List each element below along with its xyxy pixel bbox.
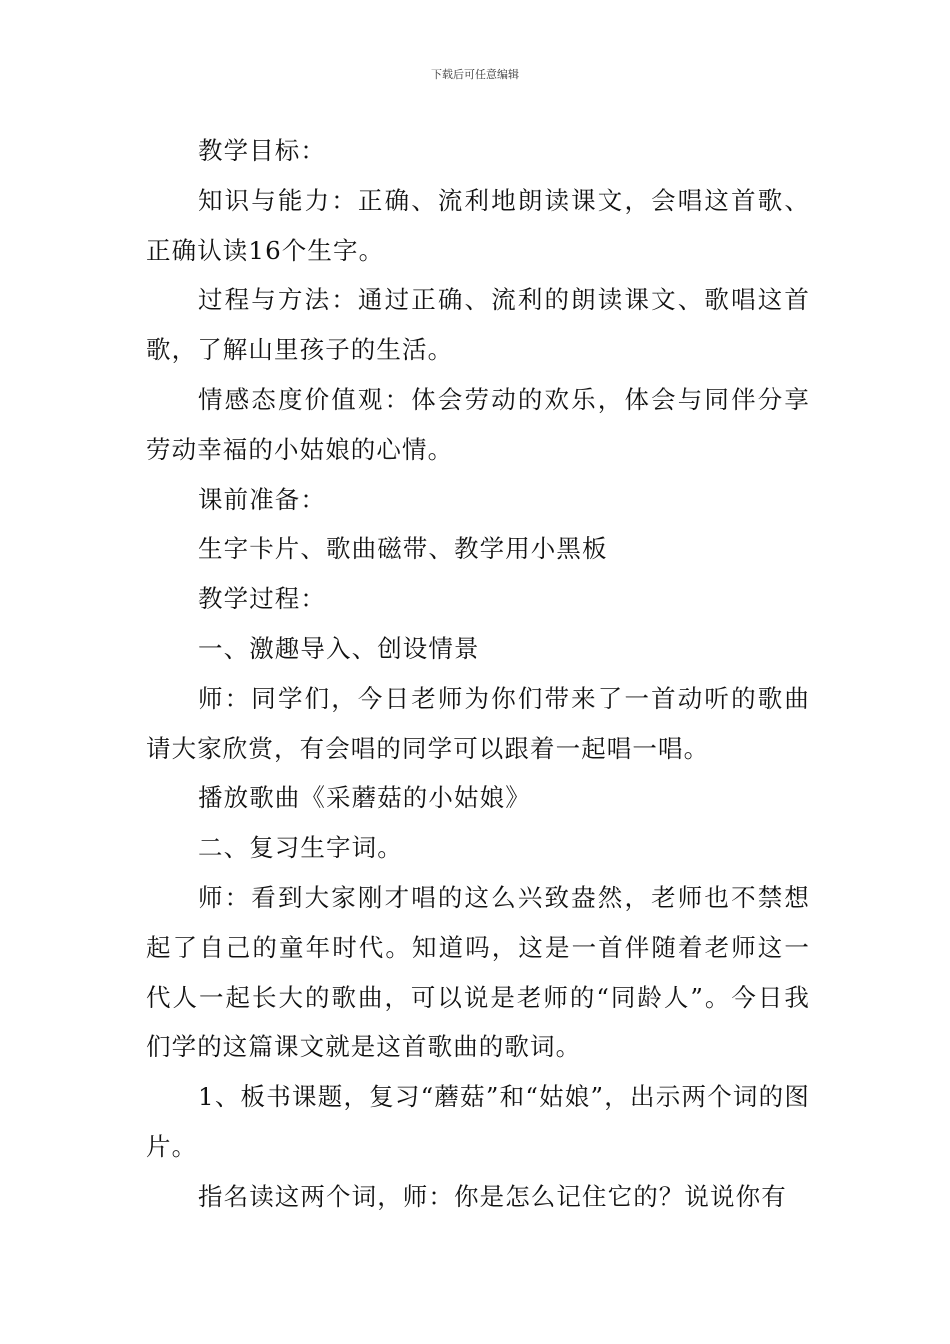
paragraph-teacher-review: 师：看到大家刚才唱的这么兴致盎然，老师也不禁想起了自己的童年时代。知道吗，这是一首伴随着老师这一代人一起长大的歌曲，可以说是老师的“同龄人”。今日我们学的这篇课文就是这首歌曲的歌词。 [146, 882, 810, 1062]
paragraph-teacher-intro: 师：同学们，今日老师为你们带来了一首动听的歌曲请大家欣赏，有会唱的同学可以跟着一起唱一唱。 [146, 683, 810, 763]
paragraph-board-title: 1、板书课题，复习“蘑菇”和“姑娘”，出示两个词的图片。 [146, 1082, 810, 1161]
paragraph-knowledge-ability: 知识与能力：正确、流利地朗读课文，会唱这首歌、正确认读16个生字。 [146, 185, 810, 265]
section-heading-goals: 教学目标： [198, 136, 326, 165]
section-heading-preparation: 课前准备： [198, 484, 326, 514]
paragraph-emotion-values: 情感态度价值观：体会劳动的欢乐，体会与同伴分享劳动幸福的小姑娘的心情。 [146, 384, 810, 464]
step-heading-intro: 一、激趣导入、创设情景 [198, 633, 480, 663]
paragraph-read-words: 指名读这两个词，师：你是怎么记住它的？说说你有 [198, 1181, 787, 1211]
paragraph-process-method: 过程与方法：通过正确、流利的朗读课文、歌唱这首歌，了解山里孩子的生活。 [146, 285, 810, 365]
document-body [146, 126, 810, 1222]
paragraph-materials: 生字卡片、歌曲磁带、教学用小黑板 [198, 534, 608, 564]
step-heading-review: 二、复习生字词。 [198, 833, 403, 863]
page-header-note: 下载后可任意编辑 [431, 68, 519, 81]
section-heading-process: 教学过程： [198, 584, 326, 614]
paragraph-play-song: 播放歌曲《采蘑菇的小姑娘》 [198, 783, 531, 813]
